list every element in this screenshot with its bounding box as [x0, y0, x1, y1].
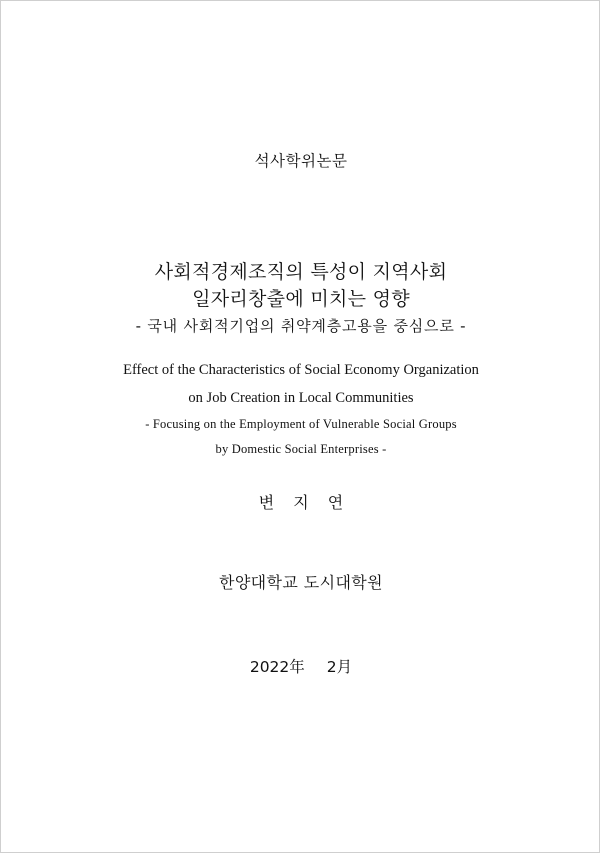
submission-date — [1, 660, 600, 676]
submission-month: 2月 — [326, 658, 353, 676]
author-name: 변 지 연 — [258, 493, 344, 512]
english-title-line-1: Effect of the Characteristics of Social Economy Organization — [123, 362, 479, 378]
degree-type: 석사학위논문 — [254, 152, 348, 170]
korean-title-line-1: 사회적경제조직의 특성이 지역사회 — [154, 261, 448, 283]
school-name: 한양대학교 도시대학원 — [218, 573, 384, 592]
korean-title-line-2: 일자리창출에 미치는 영향 — [192, 288, 410, 310]
korean-subtitle: - 국내 사회적기업의 취약계층고용을 중심으로 - — [135, 317, 467, 335]
english-title-line-2: on Job Creation in Local Communities — [188, 390, 414, 406]
submission-year: 2022年 — [249, 658, 305, 676]
english-subtitle-line-1: - Focusing on the Employment of Vulnerable Social Groups — [145, 417, 457, 431]
english-subtitle-line-2: by Domestic Social Enterprises - — [215, 442, 387, 456]
